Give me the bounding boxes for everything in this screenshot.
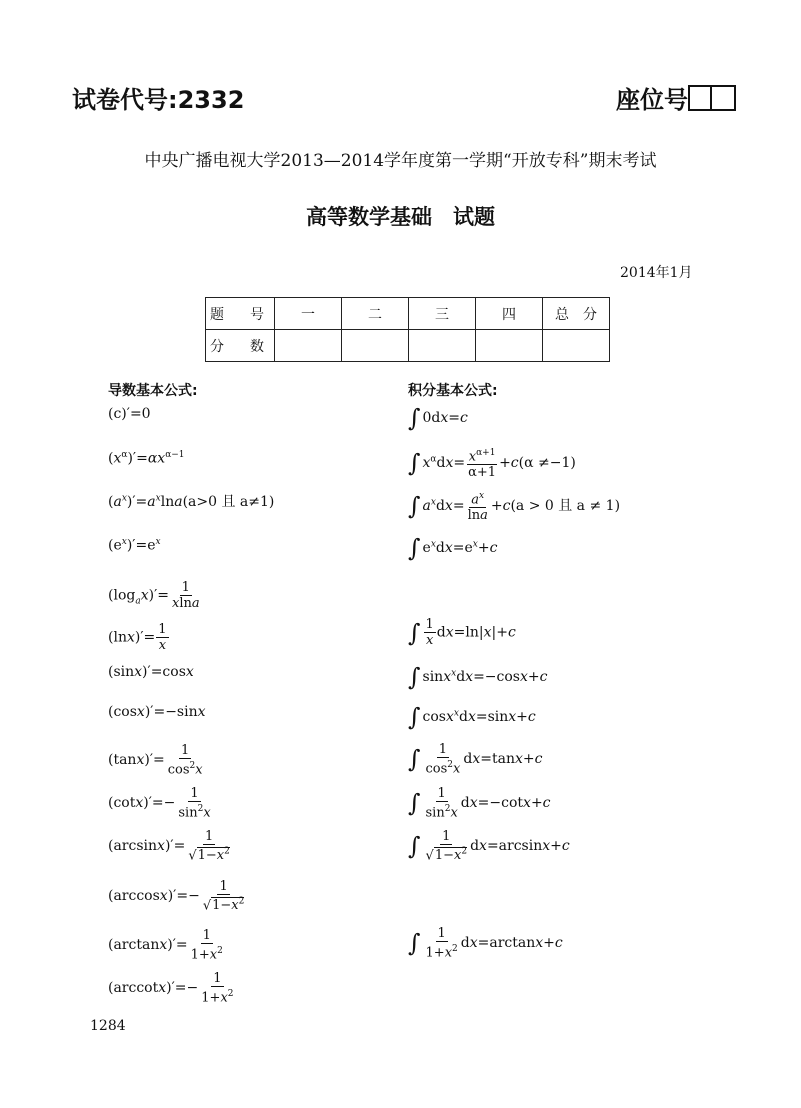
seat-label: 座位号: [616, 86, 688, 114]
score-table-header-row: [206, 298, 610, 330]
page-number: 1284: [90, 1018, 126, 1034]
integ-power-condition: (α ≠−1): [518, 455, 576, 472]
deriv-cot: (cotx)′=− $\frac{1}{\sin^2x}$: [108, 786, 211, 821]
deriv-constant: (c)′=0: [108, 406, 151, 422]
integ-zero: ∫ 0dx=c: [408, 404, 468, 432]
deriv-tan: (tanx)′= $\frac{1}{\cos^2x}$: [108, 743, 203, 778]
score-col-total: 总 分: [543, 298, 610, 330]
deriv-ln: (lnx)′= $\frac{1}{x}$: [108, 622, 167, 653]
integ-sin: ∫ sinx$^x$dx=−cosx+c: [408, 663, 548, 691]
exam-line: 中央广播电视大学2013—2014学年度第一学期“开放专科”期末考试: [144, 151, 657, 171]
integ-e-power: ∫ $e^xdx=e^x+c$: [408, 534, 498, 562]
integ-reciprocal: ∫ $\frac{1}{x}$ dx=ln|x|+c: [408, 617, 516, 648]
deriv-arccos: (arccosx)′=− $\frac{1}{√1-x^2}$: [108, 879, 245, 914]
deriv-arcsin: (arcsinx)′= $\frac{1}{√1-x^2}$: [108, 829, 230, 864]
score-cell: [543, 330, 610, 362]
score-row-label-2: 分 数: [206, 330, 275, 362]
exam-date: 2014年1月: [620, 265, 693, 281]
integ-cos: ∫ cosx$^x$dx=sinx+c: [408, 703, 536, 731]
integ-csc-squared: ∫ $\frac{1}{\sin^2x}$ dx=−cotx+c: [408, 786, 551, 821]
deriv-power: $(x^\alpha)'=\alpha x^{\alpha-1}$: [108, 450, 185, 467]
integ-power: ∫ $x^\alpha dx=$ $\frac{x^{\alpha+1}}{\alpha+1}$ +c(α ≠−1): [408, 448, 576, 481]
deriv-arctan: (arctanx)′= $\frac{1}{1+x^2}$: [108, 928, 223, 963]
exam-title: 高等数学基础 试题: [306, 205, 495, 229]
score-col-4: 四: [476, 298, 543, 330]
integ-exponential-condition: (a > 0 且 a ≠ 1): [510, 498, 621, 515]
deriv-cos: (cosx)′=−sinx: [108, 704, 206, 720]
integ-arcsin: ∫ $\frac{1}{√1-x^2}$ dx=arcsinx+c: [408, 829, 570, 864]
score-table-score-row: [206, 330, 610, 362]
deriv-log-a: $(\log_ax)'=$ $\frac{1}{xlna}$: [108, 580, 200, 611]
seat-box-1: [688, 85, 712, 111]
score-table: [205, 297, 610, 362]
seat-number: [616, 80, 736, 115]
score-cell: [476, 330, 543, 362]
deriv-exponential-condition: (a>0 且 a≠1): [182, 494, 275, 510]
integ-exponential: ∫ $a^xdx=$ $\frac{a^x}{\ln a}$ +c(a > 0 且 a ≠ 1): [408, 491, 621, 524]
deriv-sin: (sinx)′=cosx: [108, 664, 194, 680]
score-col-3: 三: [409, 298, 476, 330]
integ-arctan: ∫ $\frac{1}{1+x^2}$ dx=arctanx+c: [408, 926, 563, 961]
score-col-1: 一: [275, 298, 342, 330]
integrals-title: 积分基本公式:: [408, 383, 498, 399]
paper-code: 试卷代号:2332: [72, 86, 245, 114]
score-cell: [275, 330, 342, 362]
derivatives-title: 导数基本公式:: [108, 383, 198, 399]
deriv-e-power: $(e^x)'=e^x$: [108, 537, 161, 554]
score-cell: [409, 330, 476, 362]
score-cell: [342, 330, 409, 362]
seat-box-2: [712, 85, 736, 111]
deriv-arccot: (arccotx)′=− $\frac{1}{1+x^2}$: [108, 971, 234, 1006]
score-col-2: 二: [342, 298, 409, 330]
score-row-label: 题 号: [206, 298, 275, 330]
deriv-exponential: $(a^x)'=a^x\ln a(a>0$ 且 a≠1): [108, 493, 275, 510]
integ-sec-squared: ∫ $\frac{1}{\cos^2x}$ dx=tanx+c: [408, 742, 543, 777]
